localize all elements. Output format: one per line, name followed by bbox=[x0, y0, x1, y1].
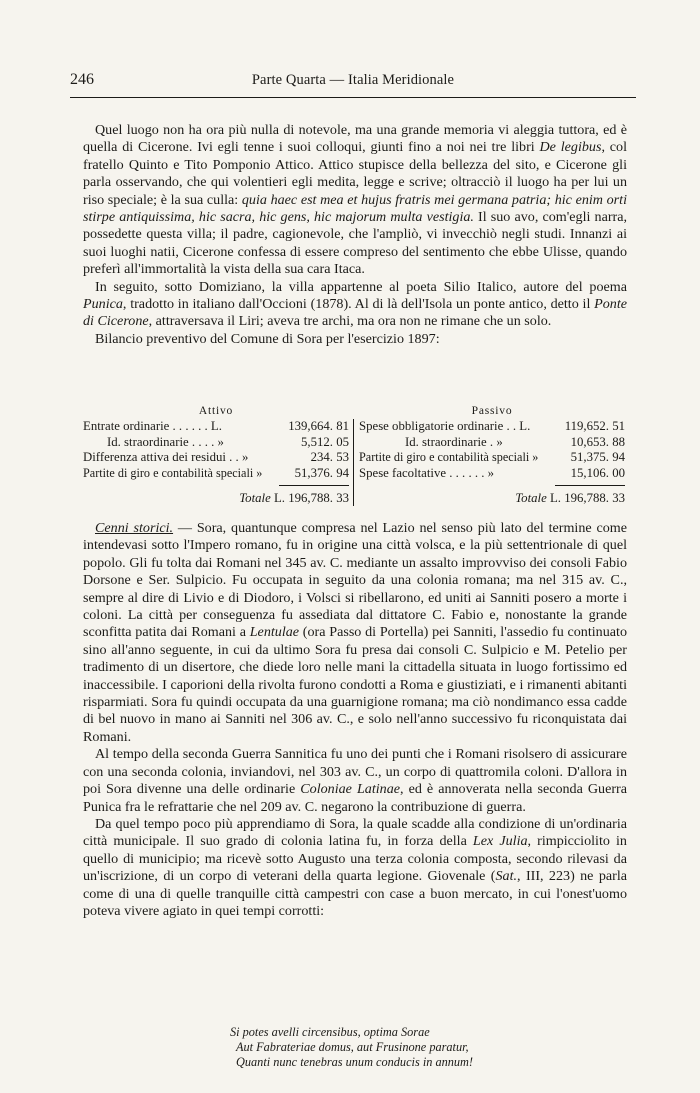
budget-table bbox=[83, 403, 627, 508]
budget-attivo bbox=[83, 403, 349, 508]
running-title: Parte Quarta — Italia Meridionale bbox=[251, 72, 455, 88]
section-villa-cicerone bbox=[83, 122, 627, 348]
budget-row: Spese facoltative . . . . . . » 15,106. 00 bbox=[359, 465, 625, 480]
header-rule bbox=[70, 97, 636, 98]
quote-line: Si potes avelli circensibus, optima Sorae bbox=[230, 1025, 430, 1039]
paragraph: Bilancio preventivo del Comune di Sora per l'esercizio 1897: bbox=[95, 330, 440, 347]
paragraph: Da quel tempo poco più apprendiamo di Sora, la quale scadde alla condizione di un'ordinaria città municipale. Il suo grado di colonia latina fu, in forza della Lex Julia, rimpicciolito in quello di municipio; ma ricevè sotto Augusto una terza colonia composta, secondo rilevasi da un'iscrizione, di un corpo di veterani della quarta legione. Giovenale (Sat., III, 223) ne parla come di una di quelle tranquille città campestri con case a buon mercato, in cui l'onest'uomo poteva vivere agiato in quei tempi corrotti: bbox=[83, 815, 627, 919]
attivo-total: Totale L. 196,788. 33 bbox=[239, 491, 349, 505]
budget-row: Entrate ordinarie . . . . . . L. 139,664. 81 bbox=[83, 419, 349, 433]
passivo-total: Totale L. 196,788. 33 bbox=[515, 491, 625, 505]
quote-line: Aut Fabrateriae domus, aut Frusinone paratur, bbox=[236, 1039, 469, 1054]
quote-line: Quanti nunc tenebras unum conducis in annum! bbox=[236, 1054, 474, 1069]
paragraph: Quel luogo non ha ora più nulla di notevole, ma una grande memoria vi aleggia tuttora, ed è quella di Cicerone. Ivi egli tenne i suoi colloqui, giunti fino a noi nei tre libri De legibus, col fratello Quinto e Tito Pomponio Attico. Attico stupisce della bellezza del sito, e Cicerone gli parla osservando, che qui volentieri egli medita, legge e scrive; oltracciò il luogo ha per lui un riso speciale; è la sua culla: quia haec est mea et hujus fratris mei germana patria; hic enim orti stirpe antiquissima, hic sacra, hic gens, hic majorum multa vestigia. Il suo avo, com'egli narra, possedette questa villa; il padre, cagionevole, che l'ampliò, vi invecchiò negli studi. Innanzi ai suoi luoghi natii, Cicerone confessa di essere compreso del sentimento che ebbe Ulisse, quando preferì all'immortalità la vista della sua cara Itaca. bbox=[83, 122, 627, 278]
sum-rule bbox=[279, 485, 349, 486]
section-cenni-storici bbox=[83, 520, 627, 920]
page-header bbox=[70, 71, 636, 91]
sum-rule bbox=[555, 485, 625, 486]
budget-row: Id. straordinarie . . . . » 5,512. 05 bbox=[107, 434, 349, 449]
juvenal-quote bbox=[230, 1025, 560, 1069]
budget-row: Partite di giro e contabilità speciali » 51,376. 94 bbox=[83, 465, 349, 480]
budget-row: Differenza attiva dei residui . . » 234. 53 bbox=[83, 450, 349, 464]
attivo-heading: Attivo bbox=[198, 405, 234, 417]
page-number: 246 bbox=[70, 71, 94, 88]
passivo-heading: Passivo bbox=[471, 405, 513, 417]
section-heading: Cenni storici. bbox=[95, 520, 174, 536]
paragraph: In seguito, sotto Domiziano, la villa appartenne al poeta Silio Italico, autore del poema Punica, tradotto in italiano dall'Occioni (1878). Al di là dell'Isola un ponte antico, detto il Ponte di Cicerone, attraversava il Liri; aveva tre archi, ma ora non ne rimane che un solo. bbox=[83, 278, 627, 330]
budget-row: Spese obbligatorie ordinarie . . L. 119,652. 51 bbox=[359, 419, 625, 433]
paragraph: Al tempo della seconda Guerra Sannitica fu uno dei punti che i Romani risolsero di assicurare con una seconda colonia, inviandovi, nel 303 av. C., un corpo di quattromila coloni. D'allora in poi Sora divenne una delle ordinarie Coloniae Latinae, ed è annoverata nella seconda Guerra Punica fra le refrattarie che nel 209 av. C. negarono la contribuzione di guerra. bbox=[83, 746, 628, 815]
budget-passivo bbox=[359, 403, 625, 508]
paragraph: Cenni storici. — Sora, quantunque compresa nel Lazio nel senso più lato del termine come intendevasi sotto l'Impero romano, fu in origine una città volsca, e la più settentrionale di quel popolo. Gli fu tolta dai Romani nel 345 av. C. mediante un assalto improvviso dei consoli Fabio Dorsone e Ser. Sulpicio. Fu occupata in seguito da una colonia romana; ma nel 315 av. C., sempre al dire di Livio e di Diodoro, i Volsci si ribellarono, ed uniti ai Sanniti posero a morte i coloni. La città per conseguenza fu assediata dal dittatore C. Fabio e, nonostante la grande sconfitta patita dai Romani a Lentulae (ora Passo di Portella) pei Sanniti, l'assedio fu continuato sino all'anno seguente, in cui da ultimo Sora fu presa dai consoli C. Sulpicio e M. Petelio per tradimento di un disertore, che diede loro nelle mani la cittadella situata in luogo fortissimo ed inaccessibile. I caporioni della rivolta furono condotti a Roma e giustiziati, e i rimanenti abitanti risparmiati. Sora fu quindi occupata da una guarnigione romana; ma ciò nondimanco essa cadde di bel nuovo in mano ai Sanniti nel 306 av. C., e solo nell'anno successivo fu riconquistata dai Romani. bbox=[83, 520, 628, 745]
column-divider bbox=[353, 419, 354, 506]
budget-row: Id. straordinarie . » 10,653. 88 bbox=[405, 434, 625, 449]
budget-row: Partite di giro e contabilità speciali » 51,375. 94 bbox=[359, 450, 625, 464]
